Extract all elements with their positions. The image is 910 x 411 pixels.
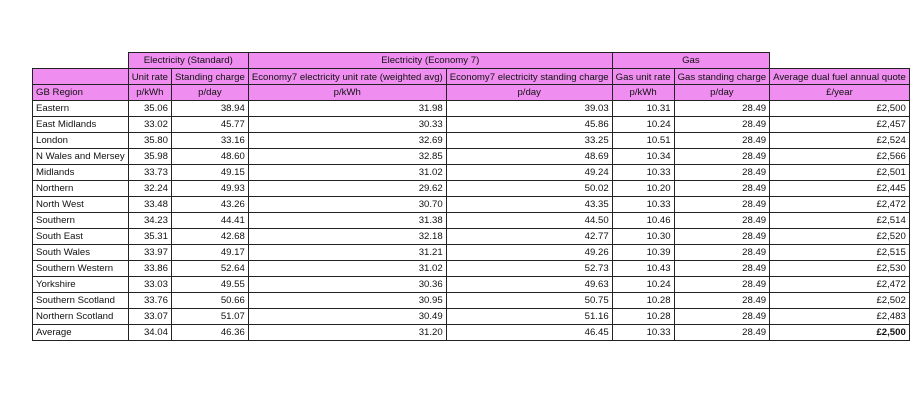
- column-header-unit-rate: Unit rate: [128, 69, 171, 85]
- avg-dual-fuel-cell: £2,472: [770, 277, 910, 293]
- standing-charge-cell: 51.07: [171, 309, 248, 325]
- e7-unit-rate-cell: 31.02: [248, 165, 446, 181]
- gas-unit-rate-cell: 10.33: [612, 197, 674, 213]
- table-row: [33, 293, 910, 309]
- unit-label: p/day: [674, 85, 770, 101]
- table-row: [33, 133, 910, 149]
- gas-unit-rate-cell: 10.31: [612, 101, 674, 117]
- avg-dual-fuel-cell: £2,457: [770, 117, 910, 133]
- e7-standing-charge-cell: 45.86: [446, 117, 612, 133]
- unit-rate-cell: 34.04: [128, 325, 171, 341]
- gas-standing-charge-cell: 28.49: [674, 309, 770, 325]
- region-cell: Northern: [33, 181, 129, 197]
- standing-charge-cell: 52.64: [171, 261, 248, 277]
- unit-label: £/year: [770, 85, 910, 101]
- e7-standing-charge-cell: 48.69: [446, 149, 612, 165]
- region-cell: Southern: [33, 213, 129, 229]
- gas-unit-rate-cell: 10.24: [612, 277, 674, 293]
- column-header-avg-dual-fuel: Average dual fuel annual quote: [770, 69, 910, 85]
- e7-standing-charge-cell: 50.75: [446, 293, 612, 309]
- e7-unit-rate-cell: 29.62: [248, 181, 446, 197]
- gas-unit-rate-cell: 10.20: [612, 181, 674, 197]
- gas-unit-rate-cell: 10.39: [612, 245, 674, 261]
- avg-dual-fuel-cell: £2,500: [770, 101, 910, 117]
- avg-dual-fuel-cell: £2,500: [770, 325, 910, 341]
- unit-rate-cell: 33.73: [128, 165, 171, 181]
- gas-standing-charge-cell: 28.49: [674, 213, 770, 229]
- region-cell: N Wales and Mersey: [33, 149, 129, 165]
- column-header-gas-standing-charge: Gas standing charge: [674, 69, 770, 85]
- region-cell: Average: [33, 325, 129, 341]
- gas-standing-charge-cell: 28.49: [674, 245, 770, 261]
- table-row: [33, 229, 910, 245]
- e7-unit-rate-cell: 31.02: [248, 261, 446, 277]
- unit-rate-cell: 32.24: [128, 181, 171, 197]
- e7-standing-charge-cell: 52.73: [446, 261, 612, 277]
- unit-label: p/day: [171, 85, 248, 101]
- column-header-e7-unit-rate: Economy7 electricity unit rate (weighted avg): [248, 69, 446, 85]
- table-row: [33, 149, 910, 165]
- unit-rate-cell: 35.98: [128, 149, 171, 165]
- e7-unit-rate-cell: 31.38: [248, 213, 446, 229]
- table-row: [33, 181, 910, 197]
- region-cell: East Midlands: [33, 117, 129, 133]
- e7-unit-rate-cell: 31.98: [248, 101, 446, 117]
- standing-charge-cell: 43.26: [171, 197, 248, 213]
- unit-rate-cell: 35.31: [128, 229, 171, 245]
- column-header-standing-charge: Standing charge: [171, 69, 248, 85]
- standing-charge-cell: 44.41: [171, 213, 248, 229]
- unit-rate-cell: 35.80: [128, 133, 171, 149]
- gas-unit-rate-cell: 10.46: [612, 213, 674, 229]
- avg-dual-fuel-cell: £2,483: [770, 309, 910, 325]
- e7-unit-rate-cell: 30.33: [248, 117, 446, 133]
- e7-unit-rate-cell: 31.21: [248, 245, 446, 261]
- standing-charge-cell: 49.17: [171, 245, 248, 261]
- avg-dual-fuel-cell: £2,530: [770, 261, 910, 277]
- avg-dual-fuel-cell: £2,515: [770, 245, 910, 261]
- standing-charge-cell: 33.16: [171, 133, 248, 149]
- gas-unit-rate-cell: 10.28: [612, 293, 674, 309]
- avg-dual-fuel-cell: £2,502: [770, 293, 910, 309]
- e7-standing-charge-cell: 49.24: [446, 165, 612, 181]
- standing-charge-cell: 49.55: [171, 277, 248, 293]
- unit-rate-cell: 33.97: [128, 245, 171, 261]
- e7-unit-rate-cell: 30.70: [248, 197, 446, 213]
- region-cell: Northern Scotland: [33, 309, 129, 325]
- gas-standing-charge-cell: 28.49: [674, 101, 770, 117]
- standing-charge-cell: 49.15: [171, 165, 248, 181]
- e7-standing-charge-cell: 49.26: [446, 245, 612, 261]
- table-row: [33, 101, 910, 117]
- region-cell: Southern Scotland: [33, 293, 129, 309]
- standing-charge-cell: 49.93: [171, 181, 248, 197]
- e7-unit-rate-cell: 32.69: [248, 133, 446, 149]
- table-row: [33, 117, 910, 133]
- unit-rate-cell: 33.02: [128, 117, 171, 133]
- unit-rate-cell: 34.23: [128, 213, 171, 229]
- header-group-row: [33, 53, 910, 69]
- e7-unit-rate-cell: 30.95: [248, 293, 446, 309]
- gas-standing-charge-cell: 28.49: [674, 277, 770, 293]
- column-header-region-spacer: [33, 69, 129, 85]
- standing-charge-cell: 48.60: [171, 149, 248, 165]
- region-cell: Eastern: [33, 101, 129, 117]
- standing-charge-cell: 46.36: [171, 325, 248, 341]
- standing-charge-cell: 45.77: [171, 117, 248, 133]
- avg-dual-fuel-cell: £2,501: [770, 165, 910, 181]
- table-row: [33, 165, 910, 181]
- gas-standing-charge-cell: 28.49: [674, 149, 770, 165]
- e7-standing-charge-cell: 46.45: [446, 325, 612, 341]
- e7-standing-charge-cell: 50.02: [446, 181, 612, 197]
- e7-standing-charge-cell: 51.16: [446, 309, 612, 325]
- table-row: [33, 277, 910, 293]
- column-header-region: GB Region: [33, 85, 129, 101]
- unit-label: p/kWh: [248, 85, 446, 101]
- region-cell: London: [33, 133, 129, 149]
- table-row: [33, 197, 910, 213]
- unit-rate-cell: 33.86: [128, 261, 171, 277]
- e7-standing-charge-cell: 43.35: [446, 197, 612, 213]
- gas-standing-charge-cell: 28.49: [674, 133, 770, 149]
- gas-unit-rate-cell: 10.28: [612, 309, 674, 325]
- unit-label: p/day: [446, 85, 612, 101]
- unit-label: p/kWh: [612, 85, 674, 101]
- gas-standing-charge-cell: 28.49: [674, 165, 770, 181]
- header-group-electricity-economy7: Electricity (Economy 7): [248, 53, 612, 69]
- avg-dual-fuel-cell: £2,472: [770, 197, 910, 213]
- avg-dual-fuel-cell: £2,524: [770, 133, 910, 149]
- gas-standing-charge-cell: 28.49: [674, 293, 770, 309]
- gas-unit-rate-cell: 10.33: [612, 165, 674, 181]
- region-cell: Midlands: [33, 165, 129, 181]
- column-header-gas-unit-rate: Gas unit rate: [612, 69, 674, 85]
- gas-unit-rate-cell: 10.24: [612, 117, 674, 133]
- table-row: [33, 261, 910, 277]
- gas-unit-rate-cell: 10.51: [612, 133, 674, 149]
- header-group-electricity-standard: Electricity (Standard): [128, 53, 248, 69]
- e7-unit-rate-cell: 32.18: [248, 229, 446, 245]
- avg-dual-fuel-cell: £2,566: [770, 149, 910, 165]
- avg-dual-fuel-cell: £2,520: [770, 229, 910, 245]
- gas-standing-charge-cell: 28.49: [674, 229, 770, 245]
- region-cell: South Wales: [33, 245, 129, 261]
- header-group-gas: Gas: [612, 53, 769, 69]
- standing-charge-cell: 38.94: [171, 101, 248, 117]
- gas-standing-charge-cell: 28.49: [674, 181, 770, 197]
- table-row: [33, 309, 910, 325]
- column-header-e7-standing-charge: Economy7 electricity standing charge: [446, 69, 612, 85]
- table-row: [33, 245, 910, 261]
- avg-dual-fuel-cell: £2,514: [770, 213, 910, 229]
- e7-standing-charge-cell: 44.50: [446, 213, 612, 229]
- gas-standing-charge-cell: 28.49: [674, 197, 770, 213]
- unit-label: p/kWh: [128, 85, 171, 101]
- e7-standing-charge-cell: 33.25: [446, 133, 612, 149]
- region-cell: South East: [33, 229, 129, 245]
- e7-unit-rate-cell: 32.85: [248, 149, 446, 165]
- units-row: [33, 85, 910, 101]
- header-blank-cell: [770, 53, 910, 69]
- gas-standing-charge-cell: 28.49: [674, 117, 770, 133]
- unit-rate-cell: 35.06: [128, 101, 171, 117]
- column-header-row: [33, 69, 910, 85]
- gas-unit-rate-cell: 10.30: [612, 229, 674, 245]
- gas-standing-charge-cell: 28.49: [674, 261, 770, 277]
- unit-rate-cell: 33.76: [128, 293, 171, 309]
- unit-rate-cell: 33.03: [128, 277, 171, 293]
- e7-unit-rate-cell: 30.49: [248, 309, 446, 325]
- standing-charge-cell: 42.68: [171, 229, 248, 245]
- unit-rate-cell: 33.07: [128, 309, 171, 325]
- region-cell: Southern Western: [33, 261, 129, 277]
- region-cell: North West: [33, 197, 129, 213]
- table-row: [33, 213, 910, 229]
- e7-unit-rate-cell: 30.36: [248, 277, 446, 293]
- header-blank-cell: [33, 53, 129, 69]
- e7-unit-rate-cell: 31.20: [248, 325, 446, 341]
- unit-rate-cell: 33.48: [128, 197, 171, 213]
- gas-unit-rate-cell: 10.34: [612, 149, 674, 165]
- e7-standing-charge-cell: 42.77: [446, 229, 612, 245]
- tariff-table: [32, 52, 910, 341]
- average-row: [33, 325, 910, 341]
- e7-standing-charge-cell: 49.63: [446, 277, 612, 293]
- e7-standing-charge-cell: 39.03: [446, 101, 612, 117]
- gas-standing-charge-cell: 28.49: [674, 325, 770, 341]
- avg-dual-fuel-cell: £2,445: [770, 181, 910, 197]
- gas-unit-rate-cell: 10.43: [612, 261, 674, 277]
- gas-unit-rate-cell: 10.33: [612, 325, 674, 341]
- standing-charge-cell: 50.66: [171, 293, 248, 309]
- region-cell: Yorkshire: [33, 277, 129, 293]
